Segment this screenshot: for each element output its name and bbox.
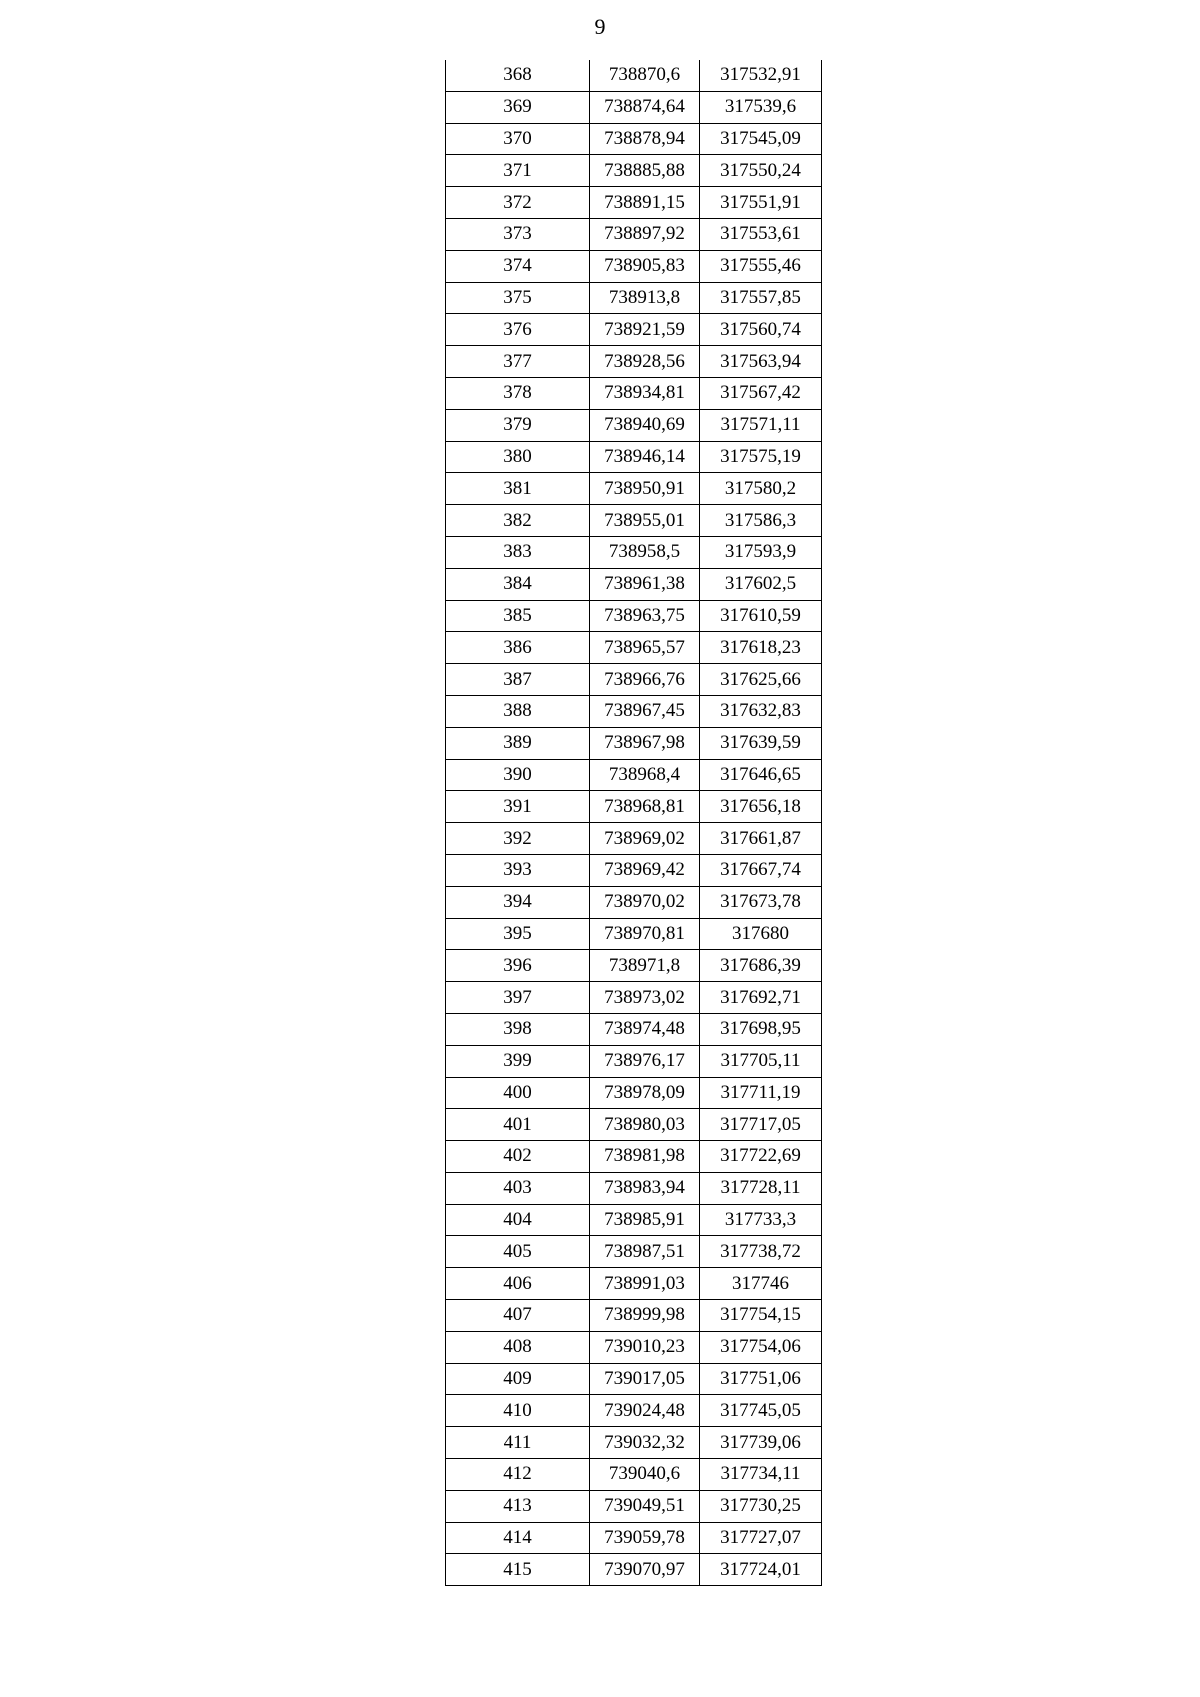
x-coordinate-cell: 738987,51 [590,1236,700,1268]
table-row [446,1331,822,1363]
table-row [446,409,822,441]
table-row [446,1427,822,1459]
table-row [446,91,822,123]
point-number-cell: 376 [446,314,590,346]
x-coordinate-cell: 738968,4 [590,759,700,791]
y-coordinate-cell: 317686,39 [700,950,822,982]
table-row [446,187,822,219]
coordinates-table [445,60,822,1586]
table-row [446,600,822,632]
y-coordinate-cell: 317739,06 [700,1427,822,1459]
table-row [446,536,822,568]
table-row [446,982,822,1014]
x-coordinate-cell: 738969,42 [590,854,700,886]
point-number-cell: 414 [446,1522,590,1554]
point-number-cell: 407 [446,1300,590,1332]
x-coordinate-cell: 738970,02 [590,886,700,918]
y-coordinate-cell: 317646,65 [700,759,822,791]
x-coordinate-cell: 738985,91 [590,1204,700,1236]
y-coordinate-cell: 317580,2 [700,473,822,505]
y-coordinate-cell: 317632,83 [700,695,822,727]
y-coordinate-cell: 317551,91 [700,187,822,219]
table-row [446,950,822,982]
point-number-cell: 411 [446,1427,590,1459]
y-coordinate-cell: 317754,15 [700,1300,822,1332]
point-number-cell: 401 [446,1109,590,1141]
x-coordinate-cell: 739059,78 [590,1522,700,1554]
y-coordinate-cell: 317722,69 [700,1141,822,1173]
y-coordinate-cell: 317555,46 [700,250,822,282]
y-coordinate-cell: 317727,07 [700,1522,822,1554]
table-row [446,282,822,314]
table-row [446,1141,822,1173]
x-coordinate-cell: 738946,14 [590,441,700,473]
y-coordinate-cell: 317751,06 [700,1363,822,1395]
x-coordinate-cell: 738971,8 [590,950,700,982]
y-coordinate-cell: 317705,11 [700,1045,822,1077]
x-coordinate-cell: 738870,6 [590,60,700,91]
y-coordinate-cell: 317717,05 [700,1109,822,1141]
y-coordinate-cell: 317567,42 [700,377,822,409]
y-coordinate-cell: 317593,9 [700,536,822,568]
point-number-cell: 409 [446,1363,590,1395]
table-row [446,218,822,250]
point-number-cell: 402 [446,1141,590,1173]
y-coordinate-cell: 317734,11 [700,1459,822,1491]
point-number-cell: 385 [446,600,590,632]
point-number-cell: 399 [446,1045,590,1077]
y-coordinate-cell: 317563,94 [700,346,822,378]
table-row [446,1490,822,1522]
point-number-cell: 406 [446,1268,590,1300]
table-row [446,1363,822,1395]
point-number-cell: 391 [446,791,590,823]
x-coordinate-cell: 739024,48 [590,1395,700,1427]
point-number-cell: 392 [446,823,590,855]
table-row [446,791,822,823]
table-row [446,123,822,155]
table-row [446,1554,822,1586]
table-row [446,823,822,855]
x-coordinate-cell: 738966,76 [590,664,700,696]
table-row [446,854,822,886]
point-number-cell: 390 [446,759,590,791]
x-coordinate-cell: 738905,83 [590,250,700,282]
y-coordinate-cell: 317557,85 [700,282,822,314]
y-coordinate-cell: 317560,74 [700,314,822,346]
x-coordinate-cell: 738913,8 [590,282,700,314]
x-coordinate-cell: 738934,81 [590,377,700,409]
y-coordinate-cell: 317586,3 [700,505,822,537]
point-number-cell: 370 [446,123,590,155]
y-coordinate-cell: 317746 [700,1268,822,1300]
x-coordinate-cell: 738961,38 [590,568,700,600]
x-coordinate-cell: 738928,56 [590,346,700,378]
y-coordinate-cell: 317724,01 [700,1554,822,1586]
table-row [446,727,822,759]
x-coordinate-cell: 738921,59 [590,314,700,346]
table-row [446,1045,822,1077]
y-coordinate-cell: 317733,3 [700,1204,822,1236]
point-number-cell: 382 [446,505,590,537]
table-row [446,250,822,282]
y-coordinate-cell: 317610,59 [700,600,822,632]
table-row [446,1077,822,1109]
x-coordinate-cell: 738969,02 [590,823,700,855]
point-number-cell: 368 [446,60,590,91]
x-coordinate-cell: 738974,48 [590,1013,700,1045]
point-number-cell: 380 [446,441,590,473]
point-number-cell: 372 [446,187,590,219]
table-row [446,918,822,950]
point-number-cell: 375 [446,282,590,314]
table-row [446,1204,822,1236]
y-coordinate-cell: 317550,24 [700,155,822,187]
y-coordinate-cell: 317698,95 [700,1013,822,1045]
x-coordinate-cell: 738967,98 [590,727,700,759]
table-row [446,155,822,187]
table-row [446,1109,822,1141]
point-number-cell: 373 [446,218,590,250]
point-number-cell: 410 [446,1395,590,1427]
table-row [446,1300,822,1332]
table-row [446,1236,822,1268]
table-row [446,759,822,791]
table-row [446,346,822,378]
x-coordinate-cell: 739070,97 [590,1554,700,1586]
y-coordinate-cell: 317539,6 [700,91,822,123]
y-coordinate-cell: 317571,11 [700,409,822,441]
point-number-cell: 398 [446,1013,590,1045]
table-row [446,1172,822,1204]
point-number-cell: 396 [446,950,590,982]
y-coordinate-cell: 317532,91 [700,60,822,91]
y-coordinate-cell: 317728,11 [700,1172,822,1204]
x-coordinate-cell: 738955,01 [590,505,700,537]
table-row [446,314,822,346]
point-number-cell: 389 [446,727,590,759]
x-coordinate-cell: 738999,98 [590,1300,700,1332]
page-number: 9 [594,14,606,39]
point-number-cell: 408 [446,1331,590,1363]
point-number-cell: 412 [446,1459,590,1491]
x-coordinate-cell: 738965,57 [590,632,700,664]
x-coordinate-cell: 738950,91 [590,473,700,505]
x-coordinate-cell: 739010,23 [590,1331,700,1363]
x-coordinate-cell: 738976,17 [590,1045,700,1077]
y-coordinate-cell: 317639,59 [700,727,822,759]
x-coordinate-cell: 739017,05 [590,1363,700,1395]
point-number-cell: 388 [446,695,590,727]
table-row [446,695,822,727]
point-number-cell: 374 [446,250,590,282]
point-number-cell: 403 [446,1172,590,1204]
y-coordinate-cell: 317730,25 [700,1490,822,1522]
y-coordinate-cell: 317656,18 [700,791,822,823]
x-coordinate-cell: 738991,03 [590,1268,700,1300]
table-row [446,1395,822,1427]
point-number-cell: 371 [446,155,590,187]
y-coordinate-cell: 317545,09 [700,123,822,155]
y-coordinate-cell: 317667,74 [700,854,822,886]
point-number-cell: 394 [446,886,590,918]
x-coordinate-cell: 738970,81 [590,918,700,950]
x-coordinate-cell: 738963,75 [590,600,700,632]
table-row [446,1013,822,1045]
x-coordinate-cell: 738874,64 [590,91,700,123]
table-row [446,441,822,473]
y-coordinate-cell: 317625,66 [700,664,822,696]
y-coordinate-cell: 317692,71 [700,982,822,1014]
table-row [446,632,822,664]
x-coordinate-cell: 738897,92 [590,218,700,250]
point-number-cell: 405 [446,1236,590,1268]
point-number-cell: 393 [446,854,590,886]
table-row [446,568,822,600]
y-coordinate-cell: 317618,23 [700,632,822,664]
point-number-cell: 404 [446,1204,590,1236]
x-coordinate-cell: 738973,02 [590,982,700,1014]
table-row [446,473,822,505]
y-coordinate-cell: 317661,87 [700,823,822,855]
table-row [446,377,822,409]
table-row [446,1459,822,1491]
y-coordinate-cell: 317680 [700,918,822,950]
point-number-cell: 415 [446,1554,590,1586]
point-number-cell: 386 [446,632,590,664]
x-coordinate-cell: 738967,45 [590,695,700,727]
point-number-cell: 377 [446,346,590,378]
x-coordinate-cell: 738891,15 [590,187,700,219]
y-coordinate-cell: 317754,06 [700,1331,822,1363]
point-number-cell: 384 [446,568,590,600]
x-coordinate-cell: 738983,94 [590,1172,700,1204]
x-coordinate-cell: 738968,81 [590,791,700,823]
table-row [446,60,822,91]
x-coordinate-cell: 738885,88 [590,155,700,187]
x-coordinate-cell: 739049,51 [590,1490,700,1522]
y-coordinate-cell: 317602,5 [700,568,822,600]
table-row [446,1268,822,1300]
point-number-cell: 397 [446,982,590,1014]
x-coordinate-cell: 739032,32 [590,1427,700,1459]
x-coordinate-cell: 738981,98 [590,1141,700,1173]
x-coordinate-cell: 738978,09 [590,1077,700,1109]
point-number-cell: 381 [446,473,590,505]
y-coordinate-cell: 317711,19 [700,1077,822,1109]
y-coordinate-cell: 317553,61 [700,218,822,250]
point-number-cell: 379 [446,409,590,441]
x-coordinate-cell: 738940,69 [590,409,700,441]
table-row [446,1522,822,1554]
point-number-cell: 400 [446,1077,590,1109]
x-coordinate-cell: 738958,5 [590,536,700,568]
point-number-cell: 395 [446,918,590,950]
x-coordinate-cell: 738980,03 [590,1109,700,1141]
y-coordinate-cell: 317673,78 [700,886,822,918]
point-number-cell: 378 [446,377,590,409]
y-coordinate-cell: 317738,72 [700,1236,822,1268]
point-number-cell: 413 [446,1490,590,1522]
y-coordinate-cell: 317745,05 [700,1395,822,1427]
table-row [446,505,822,537]
x-coordinate-cell: 739040,6 [590,1459,700,1491]
x-coordinate-cell: 738878,94 [590,123,700,155]
coordinates-table-body [446,60,822,1586]
point-number-cell: 383 [446,536,590,568]
point-number-cell: 387 [446,664,590,696]
point-number-cell: 369 [446,91,590,123]
y-coordinate-cell: 317575,19 [700,441,822,473]
table-row [446,664,822,696]
table-row [446,886,822,918]
